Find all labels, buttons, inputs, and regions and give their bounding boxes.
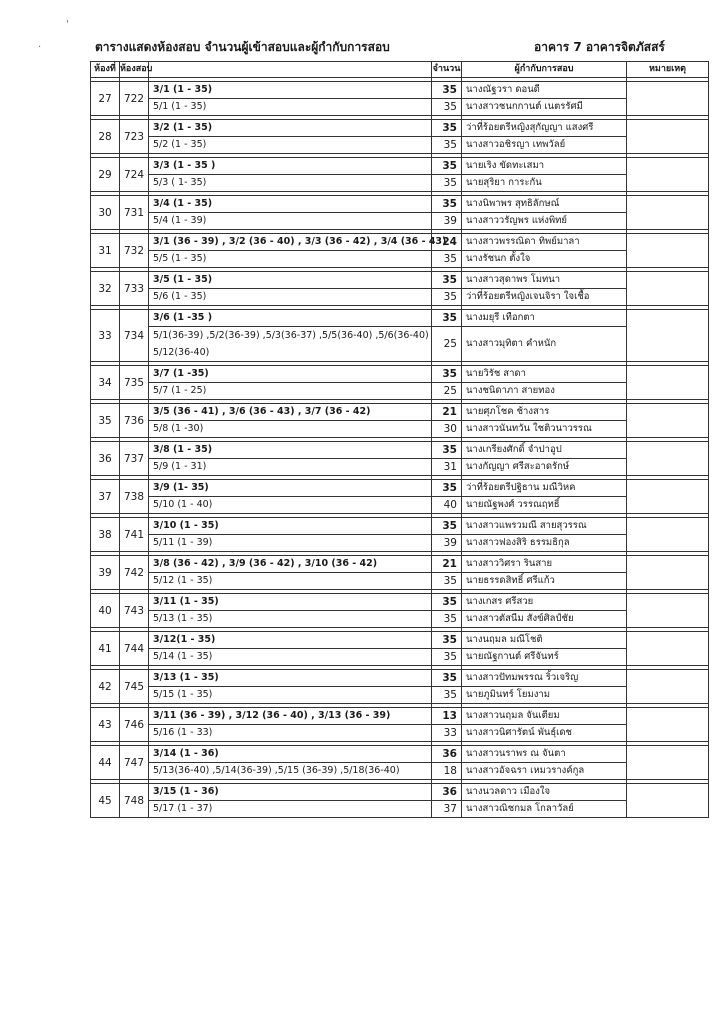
col-header-no: ห้องที่ xyxy=(91,62,120,78)
table-row xyxy=(91,82,709,99)
student-count: 35 xyxy=(432,120,462,137)
remark-cell xyxy=(627,594,709,628)
table-row xyxy=(91,120,709,137)
proctor-name: นางรัชนก ตั้งใจ xyxy=(462,251,627,268)
student-count: 35 xyxy=(432,480,462,497)
exam-room-code: 744 xyxy=(120,632,149,666)
proctor-name: นางสาวพรรณิดา ทิพย์มาลา xyxy=(462,234,627,251)
student-count: 36 xyxy=(432,784,462,801)
proctor-name: นายศุภโชค ช้างสาร xyxy=(462,404,627,421)
proctor-name: นางมยุรี เทือกตา xyxy=(462,310,627,327)
student-count: 35 xyxy=(432,289,462,306)
student-count: 35 xyxy=(432,518,462,535)
table-row xyxy=(91,670,709,687)
exam-room-code: 733 xyxy=(120,272,149,306)
student-count: 33 xyxy=(432,725,462,742)
proctor-name: นางสาวชนกกานต์ เนตรรัศมี xyxy=(462,99,627,116)
exam-room-code: 746 xyxy=(120,708,149,742)
proctor-name: นางสาวแพรวมณี สายสุวรรณ xyxy=(462,518,627,535)
class-range: 3/11 (36 - 39) , 3/12 (36 - 40) , 3/13 (36 - 39) xyxy=(149,708,432,725)
class-range: 3/5 (1 - 35) xyxy=(149,272,432,289)
table-row xyxy=(91,289,709,306)
class-range: 5/15 (1 - 35) xyxy=(149,687,432,704)
student-count: 35 xyxy=(432,137,462,154)
proctor-name: นางกัญญา ศรีสะอาดรักษ์ xyxy=(462,459,627,476)
student-count: 35 xyxy=(432,196,462,213)
table-row xyxy=(91,556,709,573)
remark-cell xyxy=(627,366,709,400)
proctor-name: นางสาวนันทวัน ใชติวนาวรรณ xyxy=(462,421,627,438)
exam-room-code: 735 xyxy=(120,366,149,400)
exam-room-code: 748 xyxy=(120,784,149,818)
room-number: 33 xyxy=(91,310,120,362)
table-row xyxy=(91,649,709,666)
student-count: 21 xyxy=(432,404,462,421)
remark-cell xyxy=(627,234,709,268)
student-count: 35 xyxy=(432,649,462,666)
room-number: 28 xyxy=(91,120,120,154)
col-header-count: จำนวน xyxy=(432,62,462,78)
table-row xyxy=(91,421,709,438)
remark-cell xyxy=(627,746,709,780)
proctor-name: นางสาวอัจฉรา เหมวรางค์กูล xyxy=(462,763,627,780)
student-count: 39 xyxy=(432,213,462,230)
class-range: 3/11 (1 - 35) xyxy=(149,594,432,611)
room-number: 43 xyxy=(91,708,120,742)
exam-room-code: 732 xyxy=(120,234,149,268)
table-row xyxy=(91,213,709,230)
proctor-name: ว่าที่ร้อยตรีปฐิธาน มณีวิหค xyxy=(462,480,627,497)
class-range: 3/1 (36 - 39) , 3/2 (36 - 40) , 3/3 (36 - 42) , 3/4 (36 - 43) xyxy=(149,234,432,251)
scan-speck: . xyxy=(38,39,42,50)
exam-room-table xyxy=(90,61,709,818)
table-row xyxy=(91,459,709,476)
table-row xyxy=(91,196,709,213)
proctor-name: นายสุริยา การะกัน xyxy=(462,175,627,192)
proctor-name: ว่าที่ร้อยตรีหญิงสุกัญญา แสงศรี xyxy=(462,120,627,137)
remark-cell xyxy=(627,442,709,476)
proctor-name: นางสาวนราพร ณ จันตา xyxy=(462,746,627,763)
col-header-class xyxy=(149,62,432,78)
class-range: 5/1 (1 - 35) xyxy=(149,99,432,116)
class-range: 5/5 (1 - 35) xyxy=(149,251,432,268)
student-count: 35 xyxy=(432,82,462,99)
room-number: 45 xyxy=(91,784,120,818)
table-row xyxy=(91,234,709,251)
student-count: 35 xyxy=(432,611,462,628)
table-row xyxy=(91,632,709,649)
remark-cell xyxy=(627,708,709,742)
exam-room-code: 747 xyxy=(120,746,149,780)
scan-speck: ' xyxy=(66,19,69,30)
room-number: 31 xyxy=(91,234,120,268)
student-count: 35 xyxy=(432,99,462,116)
proctor-name: นายเริง ขัดทะเสมา xyxy=(462,158,627,175)
room-number: 29 xyxy=(91,158,120,192)
class-range: 5/1(36-39) ,5/2(36-39) ,5/3(36-37) ,5/5(36-40) ,5/6(36-40) 5/12(36-40) xyxy=(149,327,432,362)
proctor-name: นายณัฐพงศ์ วรรณฤทธิ์ xyxy=(462,497,627,514)
class-range: 5/13(36-40) ,5/14(36-39) ,5/15 (36-39) ,5/18(36-40) xyxy=(149,763,432,780)
table-row xyxy=(91,366,709,383)
table-row xyxy=(91,801,709,818)
col-header-room: ห้องสอบ xyxy=(120,62,149,78)
room-number: 32 xyxy=(91,272,120,306)
table-row xyxy=(91,175,709,192)
exam-room-code: 736 xyxy=(120,404,149,438)
room-number: 41 xyxy=(91,632,120,666)
table-row xyxy=(91,594,709,611)
table-row xyxy=(91,763,709,780)
student-count: 35 xyxy=(432,272,462,289)
class-range: 3/12(1 - 35) xyxy=(149,632,432,649)
proctor-name: ว่าที่ร้อยตรีหญิงเจนจิรา ใจเชื้อ xyxy=(462,289,627,306)
proctor-name: นางชนิดาภา สายทอง xyxy=(462,383,627,400)
class-range: 5/16 (1 - 33) xyxy=(149,725,432,742)
class-range: 3/7 (1 -35) xyxy=(149,366,432,383)
exam-room-code: 723 xyxy=(120,120,149,154)
student-count: 35 xyxy=(432,442,462,459)
student-count: 21 xyxy=(432,556,462,573)
class-range: 5/8 (1 -30) xyxy=(149,421,432,438)
table-row xyxy=(91,535,709,552)
class-range: 3/9 (1- 35) xyxy=(149,480,432,497)
remark-cell xyxy=(627,784,709,818)
proctor-name: นางสาวฟองสิริ ธรรมธิกุล xyxy=(462,535,627,552)
proctor-name: นางสาวมุทิตา คำหนัก xyxy=(462,327,627,362)
proctor-name: นายธรรดสิทธิ์ ศรีแก้ว xyxy=(462,573,627,590)
table-header-row xyxy=(91,62,709,78)
table-row xyxy=(91,746,709,763)
student-count: 24 xyxy=(432,234,462,251)
table-row xyxy=(91,310,709,327)
room-number: 36 xyxy=(91,442,120,476)
room-number: 37 xyxy=(91,480,120,514)
proctor-name: นางนิพาพร สุทธิลักษณ์ xyxy=(462,196,627,213)
student-count: 18 xyxy=(432,763,462,780)
proctor-name: นางสาวนิศารัตน์ พันธุ์เดช xyxy=(462,725,627,742)
exam-room-code: 741 xyxy=(120,518,149,552)
class-range: 3/3 (1 - 35 ) xyxy=(149,158,432,175)
class-range: 5/14 (1 - 35) xyxy=(149,649,432,666)
student-count: 13 xyxy=(432,708,462,725)
table-row xyxy=(91,611,709,628)
table-body xyxy=(91,78,709,818)
table-row xyxy=(91,137,709,154)
class-range: 5/12 (1 - 35) xyxy=(149,573,432,590)
student-count: 35 xyxy=(432,310,462,327)
room-number: 35 xyxy=(91,404,120,438)
table-row xyxy=(91,687,709,704)
class-range: 5/3 ( 1- 35) xyxy=(149,175,432,192)
class-range: 3/13 (1 - 35) xyxy=(149,670,432,687)
class-range: 5/4 (1 - 39) xyxy=(149,213,432,230)
table-row xyxy=(91,404,709,421)
remark-cell xyxy=(627,480,709,514)
class-range: 3/4 (1 - 35) xyxy=(149,196,432,213)
proctor-name: นางสาวนฤมล จันเตียม xyxy=(462,708,627,725)
exam-room-code: 738 xyxy=(120,480,149,514)
proctor-name: นางเกสร ศรีสวย xyxy=(462,594,627,611)
table-row xyxy=(91,725,709,742)
table-row xyxy=(91,327,709,362)
proctor-name: นางสาวอชิรญา เทพวัลย์ xyxy=(462,137,627,154)
document-title: ตารางแสดงห้องสอบ จำนวนผู้เข้าสอบและผู้กำกับการสอบ xyxy=(95,40,390,54)
room-number: 27 xyxy=(91,82,120,116)
table-row xyxy=(91,383,709,400)
student-count: 35 xyxy=(432,594,462,611)
table-row xyxy=(91,784,709,801)
table-row xyxy=(91,272,709,289)
table-row xyxy=(91,251,709,268)
table-row xyxy=(91,99,709,116)
class-range: 3/2 (1 - 35) xyxy=(149,120,432,137)
class-range: 5/17 (1 - 37) xyxy=(149,801,432,818)
student-count: 35 xyxy=(432,670,462,687)
student-count: 35 xyxy=(432,251,462,268)
class-range: 5/9 (1 - 31) xyxy=(149,459,432,476)
proctor-name: นายภูมินทร์ โยมงาม xyxy=(462,687,627,704)
proctor-name: นางนวลดาว เมืองใจ xyxy=(462,784,627,801)
student-count: 35 xyxy=(432,175,462,192)
class-range: 5/6 (1 - 35) xyxy=(149,289,432,306)
proctor-name: นางสาววิศรา รินสาย xyxy=(462,556,627,573)
col-header-remark: หมายเหตุ xyxy=(627,62,709,78)
class-range: 3/8 (36 - 42) , 3/9 (36 - 42) , 3/10 (36 - 42) xyxy=(149,556,432,573)
table-row xyxy=(91,573,709,590)
room-number: 30 xyxy=(91,196,120,230)
room-number: 34 xyxy=(91,366,120,400)
class-range: 5/11 (1 - 39) xyxy=(149,535,432,552)
proctor-name: นางสาวตัสนีม สังข์ศิลป์ชัย xyxy=(462,611,627,628)
proctor-name: นางสาววรัญพร แห่งพิทย์ xyxy=(462,213,627,230)
student-count: 25 xyxy=(432,383,462,400)
proctor-name: นางสาวณิชกมล โกลาวัลย์ xyxy=(462,801,627,818)
proctor-name: นางนฤมล มณีโชติ xyxy=(462,632,627,649)
student-count: 35 xyxy=(432,158,462,175)
table-row xyxy=(91,442,709,459)
student-count: 36 xyxy=(432,746,462,763)
student-count: 39 xyxy=(432,535,462,552)
remark-cell xyxy=(627,556,709,590)
student-count: 31 xyxy=(432,459,462,476)
class-range: 3/14 (1 - 36) xyxy=(149,746,432,763)
proctor-name: นายณัฐกานต์ ศรีจันทร์ xyxy=(462,649,627,666)
student-count: 37 xyxy=(432,801,462,818)
remark-cell xyxy=(627,120,709,154)
proctor-name: นางเกรียงศักดิ์ จำปาอูป xyxy=(462,442,627,459)
remark-cell xyxy=(627,196,709,230)
remark-cell xyxy=(627,670,709,704)
class-range: 3/1 (1 - 35) xyxy=(149,82,432,99)
building-label: อาคาร 7 อาคารจิตภัสสร์ xyxy=(534,40,665,54)
proctor-name: นายวิรัช สาดา xyxy=(462,366,627,383)
exam-room-code: 743 xyxy=(120,594,149,628)
class-range: 3/6 (1 -35 ) xyxy=(149,310,432,327)
proctor-name: นางสาวปัทมพรรณ ริ้วเจริญ xyxy=(462,670,627,687)
student-count: 35 xyxy=(432,573,462,590)
room-number: 42 xyxy=(91,670,120,704)
student-count: 40 xyxy=(432,497,462,514)
remark-cell xyxy=(627,272,709,306)
exam-room-code: 731 xyxy=(120,196,149,230)
table-row xyxy=(91,708,709,725)
table-row xyxy=(91,158,709,175)
room-number: 40 xyxy=(91,594,120,628)
col-header-proctor: ผู้กำกับการสอบ xyxy=(462,62,627,78)
table-row xyxy=(91,497,709,514)
room-number: 39 xyxy=(91,556,120,590)
table-row xyxy=(91,480,709,497)
class-range: 5/2 (1 - 35) xyxy=(149,137,432,154)
class-range: 5/10 (1 - 40) xyxy=(149,497,432,514)
student-count: 25 xyxy=(432,327,462,362)
class-range: 3/15 (1 - 36) xyxy=(149,784,432,801)
student-count: 35 xyxy=(432,632,462,649)
exam-room-code: 745 xyxy=(120,670,149,704)
remark-cell xyxy=(627,82,709,116)
table-row xyxy=(91,518,709,535)
class-range: 3/8 (1 - 35) xyxy=(149,442,432,459)
exam-room-code: 737 xyxy=(120,442,149,476)
remark-cell xyxy=(627,632,709,666)
proctor-name: นางณัฐวรา ดอนดี xyxy=(462,82,627,99)
class-range: 3/10 (1 - 35) xyxy=(149,518,432,535)
exam-room-code: 742 xyxy=(120,556,149,590)
class-range: 3/5 (36 - 41) , 3/6 (36 - 43) , 3/7 (36 - 42) xyxy=(149,404,432,421)
exam-room-code: 734 xyxy=(120,310,149,362)
student-count: 35 xyxy=(432,366,462,383)
student-count: 35 xyxy=(432,687,462,704)
student-count: 30 xyxy=(432,421,462,438)
remark-cell xyxy=(627,158,709,192)
remark-cell xyxy=(627,404,709,438)
proctor-name: นางสาวสุดาพร โมทนา xyxy=(462,272,627,289)
exam-room-code: 724 xyxy=(120,158,149,192)
room-number: 44 xyxy=(91,746,120,780)
exam-room-code: 722 xyxy=(120,82,149,116)
class-range: 5/7 (1 - 25) xyxy=(149,383,432,400)
room-number: 38 xyxy=(91,518,120,552)
class-range: 5/13 (1 - 35) xyxy=(149,611,432,628)
remark-cell xyxy=(627,310,709,362)
remark-cell xyxy=(627,518,709,552)
